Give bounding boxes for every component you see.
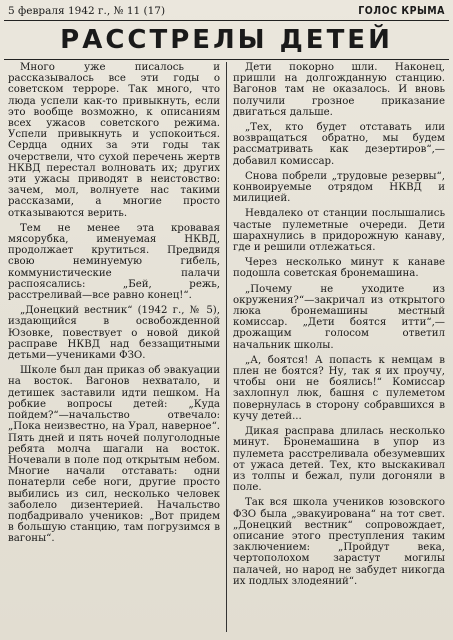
right-column bbox=[229, 62, 449, 632]
article-body bbox=[4, 62, 449, 632]
paragraph: Снова побрели „трудовые резервы“, конвоируемые отрядом НКВД и милицией. bbox=[232, 170, 445, 205]
paragraph: „Донецкий вестник“ (1942 г., № 5), издающийся в освобожденной Юзовке, повествует о новой дикой расправе НКВД над беззащитными детьми—учениками ФЗО. bbox=[8, 305, 221, 362]
newspaper-name: ГОЛОС КРЫМА bbox=[358, 5, 445, 17]
paragraph: Дикая расправа длилась несколько минут. Бронемашина в упор из пулемета расстреливала обезумевших от ужаса детей. Тех, кто выскакивал из толпы и бежал, пули догоняли в поле. bbox=[232, 426, 445, 494]
paragraph: „Тех, кто будет отставать или возвращаться обратно, мы будем рассматривать как дезертиров“,—добавил комиссар. bbox=[232, 122, 445, 167]
paragraph: Дети покорно шли. Наконец, пришли на долгожданную станцию. Вагонов там не оказалось. И вновь получили грозное приказание двигаться дальше. bbox=[232, 62, 445, 118]
paragraph: Тем не менее эта кровавая мясорубка, именуемая НКВД, продолжает крутиться. Предвидя свою неминуемую гибель, коммунистические палачи распоясались: „Бей, режь, расстреливай—все равно конец!“. bbox=[8, 222, 221, 302]
paragraph: Так вся школа учеников юзовского ФЗО была „эвакуирована“ на тот свет. „Донецкий вестник“ сопровождает, описание этого преступления таким заключением: „Пройдут века, чертополохом зарастут могилы палачей, но народ не забудет никогда их подлых злодеяний“. bbox=[232, 497, 445, 587]
issue-date: 5 февраля 1942 г., № 11 (17) bbox=[8, 5, 166, 17]
paragraph: Школе был дан приказ об эвакуации на восток. Вагонов нехватало, и детишек заставили идти пешком. На робкие вопросы детей: „Куда пойдем?“—начальство отвечало: „Пока неизвестно, на Урал, наверное“. Пять дней и пять ночей полуголодные ребята молча шагали на восток. Ночевали в поле под открытым небом. Многие начали отставать: одни понатерли себе ноги, другие просто выбились из сил, несколько человек заболело дизентерией. Начальство подбадривало учеников: „Вот придем в большую станцию, там погрузимся в вагоны“. bbox=[8, 365, 221, 545]
page-header bbox=[4, 4, 449, 18]
left-column bbox=[4, 62, 224, 632]
column-divider bbox=[226, 62, 227, 632]
article-title: РАССТРЕЛЫ ДЕТЕЙ bbox=[60, 25, 393, 55]
paragraph: Через несколько минут к канаве подошла советская бронемашина. bbox=[232, 257, 445, 280]
paragraph: Много уже писалось и рассказывалось все эти годы о советском терроре. Так много, что люда успели как-то привыкнуть, если это вообще возможно, к описаниям всех ужасов советского режима. Успели привыкнуть и успокоиться. Сердца одних за эти годы так очерствели, что сухой перечень жертв НКВД перестал волновать их; других эти ужасы приводят в неистовство: зачем, мол, волнуете нас такими рассказами, а многие просто отказываются верить. bbox=[8, 62, 221, 219]
paragraph: Невдалеко от станции послышались частые пулеметные очереди. Дети шарахнулись в придорожную канаву, где и решили отлежаться. bbox=[232, 208, 445, 254]
paragraph: „Почему не уходите из окружения?“—закричал из открытого люка бронемашины местный комиссар. „Дети боятся итти“,—дрожащим голосом ответил начальник школы. bbox=[232, 283, 445, 351]
paragraph: „А, боятся! А попасть к немцам в плен не боятся? Ну, так я их проучу, чтобы они не боялись!“ Комиссар захлопнул люк, башня с пулеметом повернулась в сторону собравшихся в кучу детей... bbox=[232, 354, 445, 422]
title-rule bbox=[4, 59, 449, 60]
